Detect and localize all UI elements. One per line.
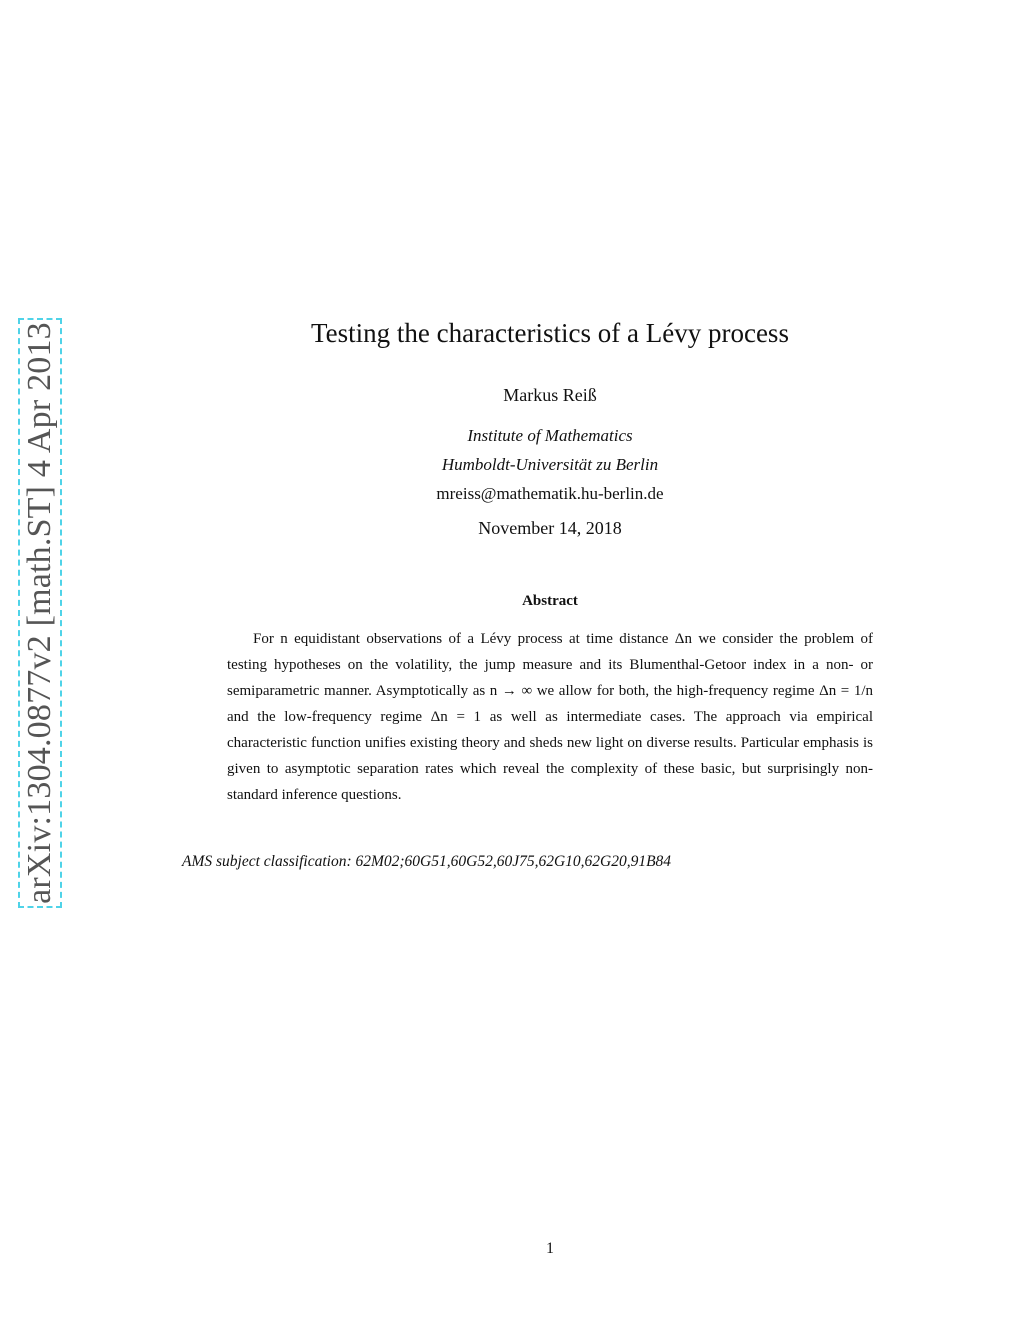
page-number: 1 — [546, 1240, 554, 1257]
paper-date: November 14, 2018 — [478, 518, 622, 538]
arxiv-stamp[interactable]: arXiv:1304.0877v2 [math.ST] 4 Apr 2013 — [21, 322, 58, 904]
abstract-heading: Abstract — [522, 593, 578, 609]
author-email[interactable]: mreiss@mathematik.hu-berlin.de — [436, 484, 664, 503]
affiliation-institute: Institute of Mathematics — [467, 426, 633, 445]
author-name: Markus Reiß — [503, 385, 597, 405]
abstract-body: For n equidistant observations of a Lévy process at time distance Δn we consider the problem of testing hypotheses on the volatility, the jump measure and its Blumenthal-Getoor index in a non- or semiparametric manner. Asymptotically as n → ∞ we allow for both, the high-frequency regime Δn = 1/n and the low-frequency regime Δn = 1 as well as intermediate cases. The approach via empirical characteristic function unifies existing theory and sheds new light on diverse results. Particular emphasis is given to asymptotic separation rates which reveal the complexity of these basic, but surprisingly non-standard inference questions. — [227, 631, 873, 803]
paper-title: Testing the characteristics of a Lévy process — [311, 318, 789, 348]
ams-classification: AMS subject classification: 62M02;60G51,60G52,60J75,62G10,62G20,91B84 — [182, 853, 672, 870]
affiliation-university: Humboldt-Universität zu Berlin — [441, 455, 659, 474]
